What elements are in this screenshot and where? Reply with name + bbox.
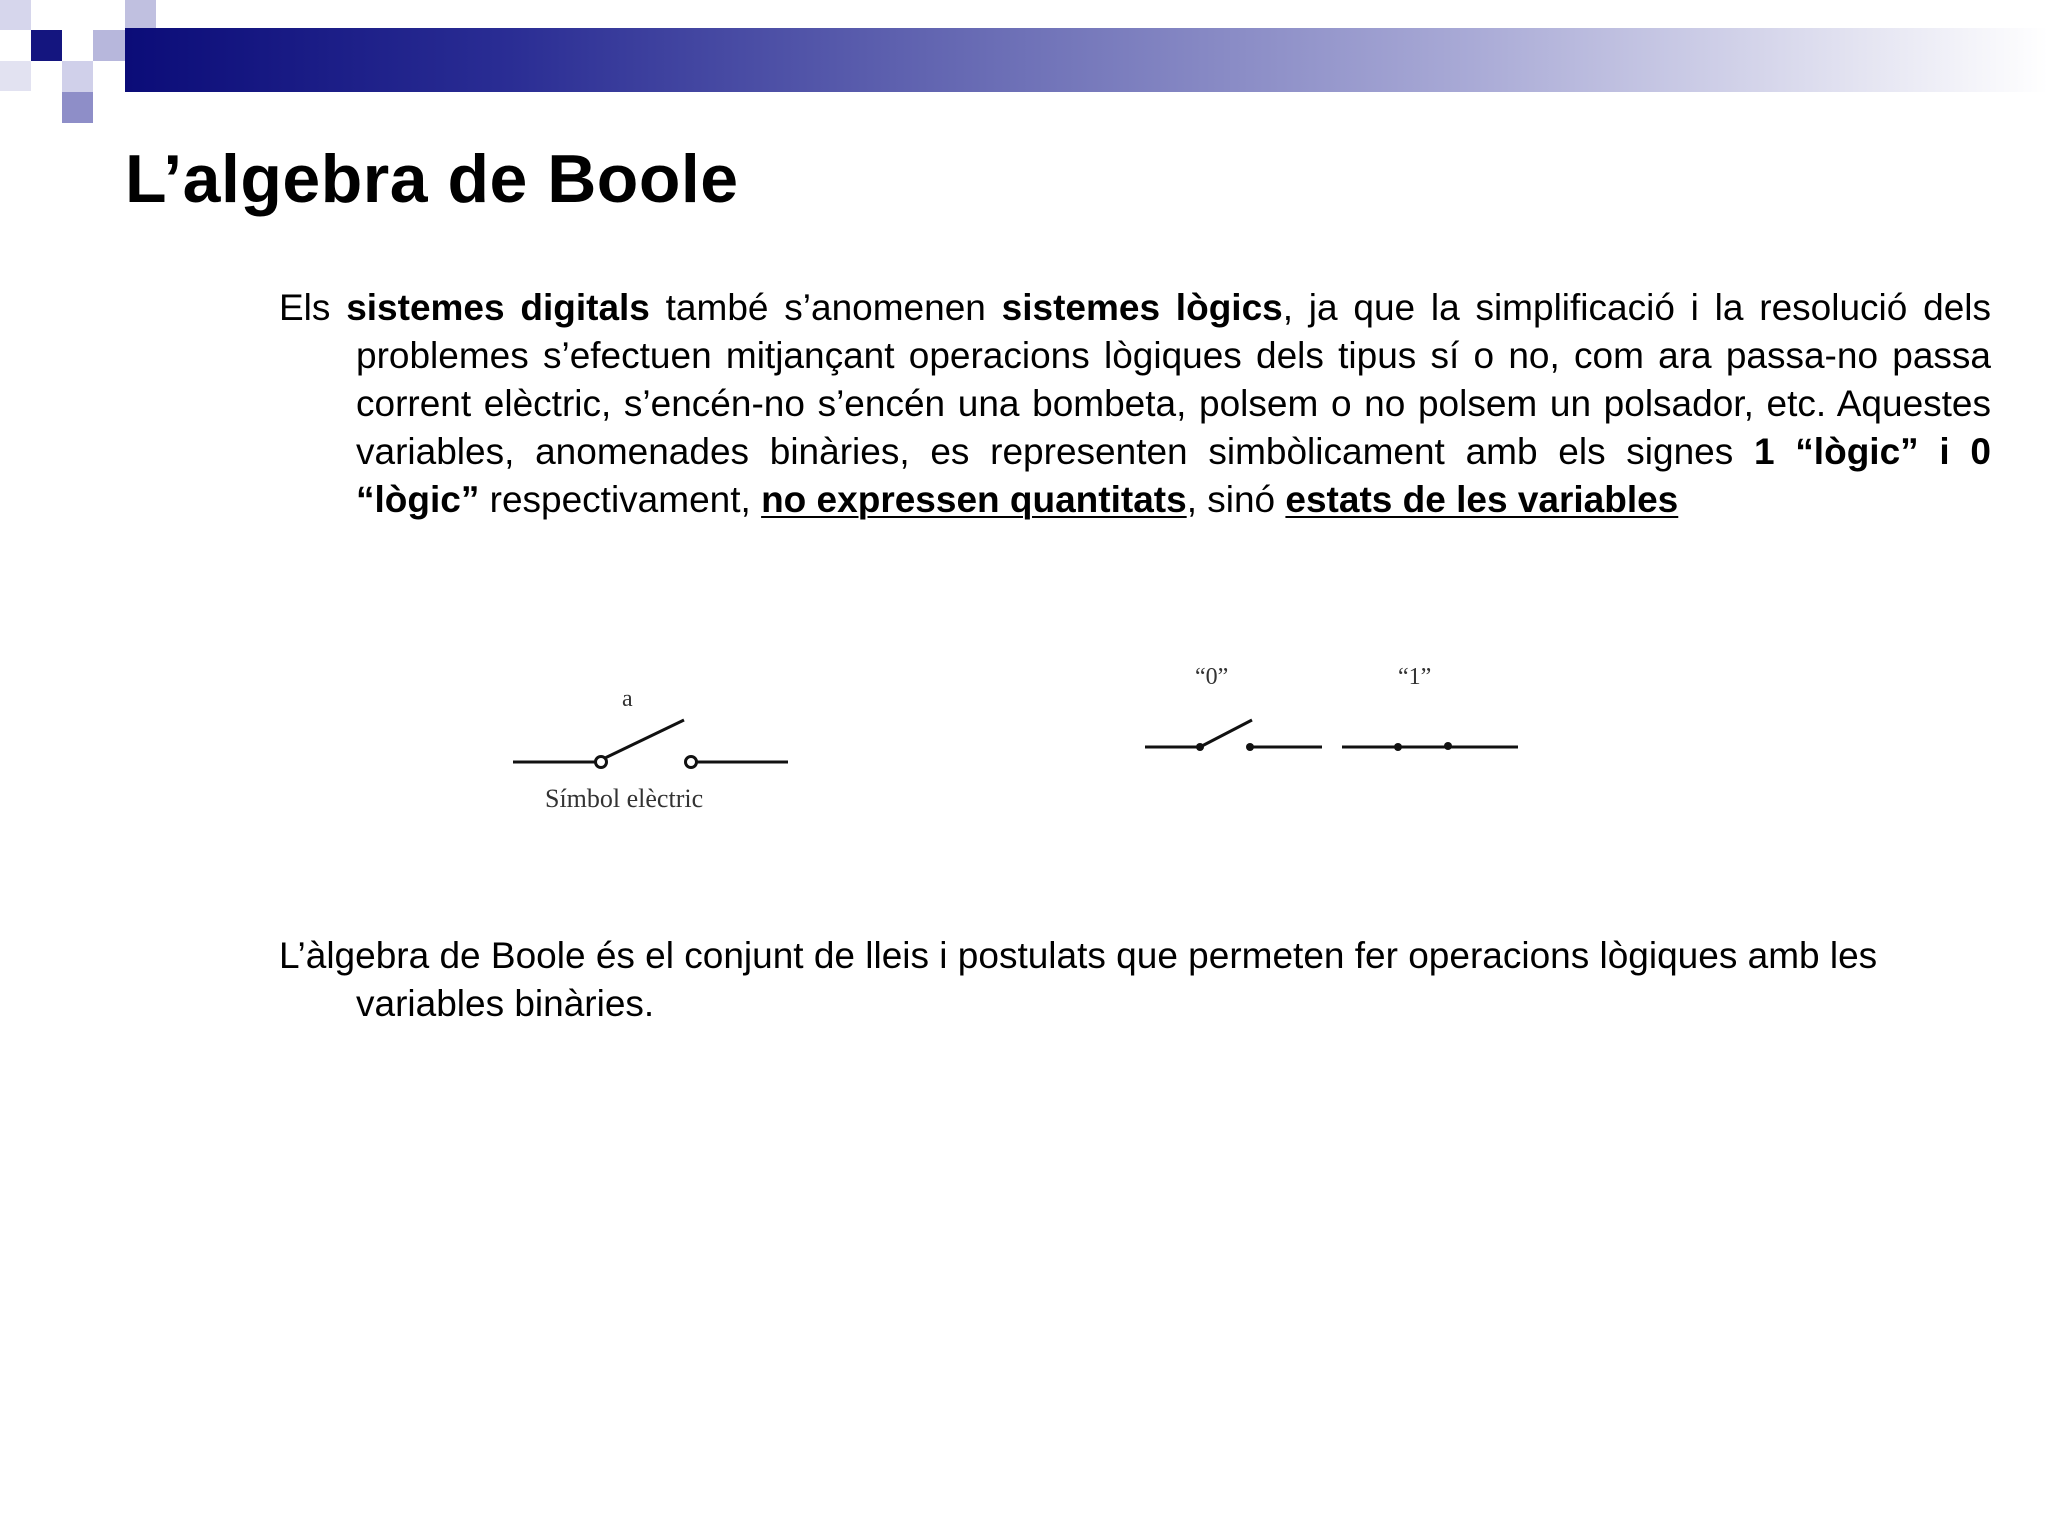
bold-term-sistemes-digitals: sistemes digitals	[346, 287, 650, 328]
underlined-term-estats: estats de les variables	[1285, 479, 1679, 520]
bold-term-sistemes-logics: sistemes lògics	[1001, 287, 1283, 328]
header-square-light	[0, 61, 31, 91]
switch-label-a: a	[622, 686, 633, 712]
underlined-term-no-quantitats: no expressen quantitats	[761, 479, 1187, 520]
switch-caption: Símbol elèctric	[545, 784, 704, 813]
header-square-mid	[62, 61, 93, 92]
intro-paragraph	[279, 284, 1991, 524]
slide-title: L’algebra de Boole	[125, 141, 739, 217]
text-run: , sinó	[1186, 479, 1286, 520]
header-square-dark	[31, 30, 62, 61]
switch-open-icon	[1140, 710, 1330, 770]
switch-symbol-diagram	[510, 680, 810, 820]
text-run: també s’anomenen	[649, 287, 1002, 328]
definition-text: L’àlgebra de Boole és el conjunt de lleis i postulats que permeten fer operacions lògiques amb les variables binàries.	[279, 935, 1878, 1024]
definition-paragraph	[279, 932, 1991, 1028]
text-run: Els	[279, 287, 347, 328]
header-square-mid	[125, 0, 156, 28]
label-logic-zero: “0”	[1195, 664, 1229, 690]
logic-states-diagram	[1140, 660, 1540, 780]
text-run: respectivament,	[479, 479, 762, 520]
switch-closed-icon	[1340, 710, 1530, 770]
label-logic-one: “1”	[1398, 664, 1432, 690]
header-square-accent	[62, 92, 93, 123]
header-square-mid	[93, 30, 125, 61]
bold-term-logic-values: 1 “lògic” i 0 “lògic”	[356, 431, 1991, 520]
text-run: , ja que la simplificació i la resolució dels problemes s’efectuen mitjançant operacions lògiques dels tipus sí o no, com ara passa-no passa corrent elèctric, s’encén-no s’encén una bombeta, polsem o no polsem un polsador, etc. Aquestes variables, anomenades binàries, es representen simbòlicament amb els signes	[356, 287, 1991, 472]
header-square-light	[0, 0, 31, 30]
open-switch-icon	[510, 710, 810, 790]
header-gradient-band	[125, 28, 2048, 92]
